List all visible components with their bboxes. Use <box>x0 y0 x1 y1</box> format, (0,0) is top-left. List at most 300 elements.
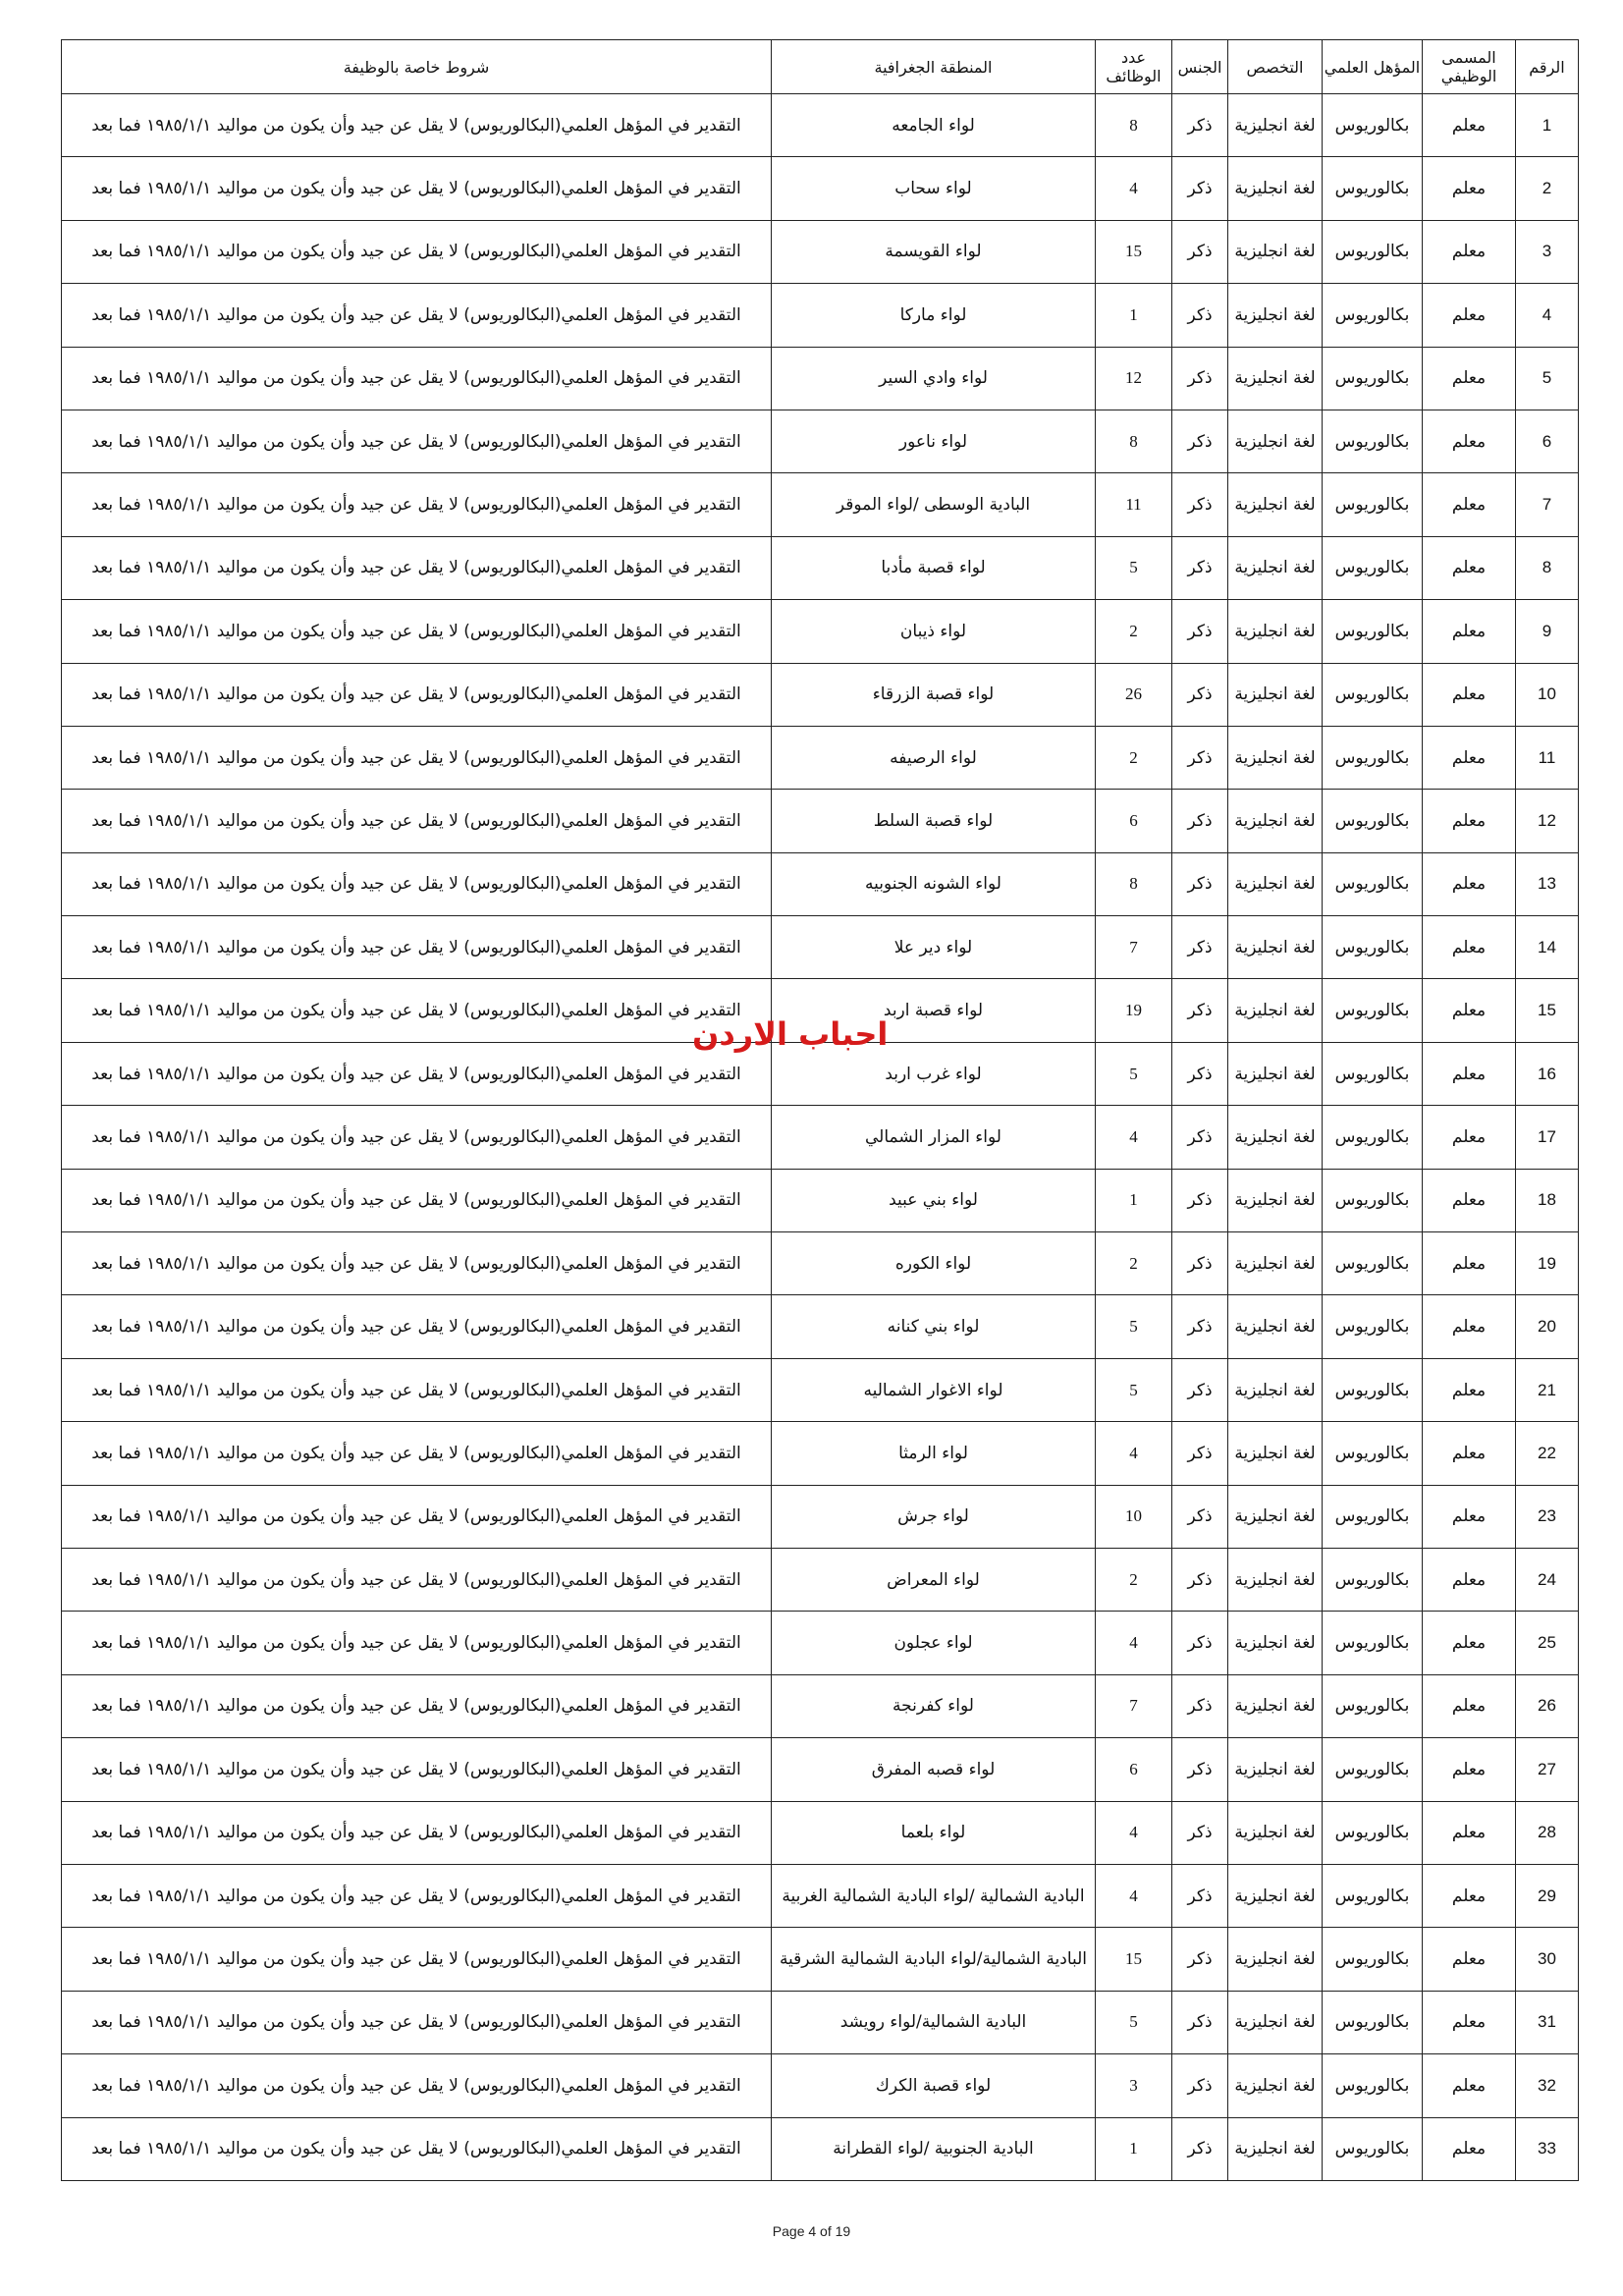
region-cell: لواء المعراض <box>772 1548 1096 1611</box>
header-count: عدد الوظائف <box>1096 40 1172 94</box>
job-title-cell: معلم <box>1423 600 1516 663</box>
conditions-cell: التقدير في المؤهل العلمي(البكالوريوس) لا يقل عن جيد وأن يكون من مواليد ١٩٨٥/١/١ فما بعد <box>62 1106 772 1169</box>
job-count-cell: 26 <box>1096 663 1172 726</box>
qualification-cell: بكالوريوس <box>1323 916 1423 979</box>
table-row <box>62 1674 1579 1737</box>
row-number-cell: 22 <box>1516 1422 1579 1485</box>
job-title-cell: معلم <box>1423 410 1516 472</box>
specialization-cell: لغة انجليزية <box>1228 1106 1323 1169</box>
region-cell: لواء دير علا <box>772 916 1096 979</box>
table-row <box>62 1106 1579 1169</box>
specialization-cell: لغة انجليزية <box>1228 157 1323 220</box>
qualification-cell: بكالوريوس <box>1323 1295 1423 1358</box>
job-count-cell: 7 <box>1096 916 1172 979</box>
job-count-cell: 19 <box>1096 979 1172 1042</box>
job-title-cell: معلم <box>1423 2117 1516 2180</box>
conditions-cell: التقدير في المؤهل العلمي(البكالوريوس) لا يقل عن جيد وأن يكون من مواليد ١٩٨٥/١/١ فما بعد <box>62 1738 772 1801</box>
job-title-cell: معلم <box>1423 1232 1516 1295</box>
row-number-cell: 25 <box>1516 1612 1579 1674</box>
qualification-cell: بكالوريوس <box>1323 1106 1423 1169</box>
row-number-cell: 12 <box>1516 790 1579 852</box>
conditions-cell: التقدير في المؤهل العلمي(البكالوريوس) لا يقل عن جيد وأن يكون من مواليد ١٩٨٥/١/١ فما بعد <box>62 536 772 599</box>
row-number-cell: 20 <box>1516 1295 1579 1358</box>
job-count-cell: 4 <box>1096 1106 1172 1169</box>
header-title: المسمى الوظيفي <box>1423 40 1516 94</box>
table-row <box>62 663 1579 726</box>
region-cell: لواء بني كنانه <box>772 1295 1096 1358</box>
gender-cell: ذكر <box>1172 979 1228 1042</box>
gender-cell: ذكر <box>1172 852 1228 915</box>
row-number-cell: 29 <box>1516 1864 1579 1927</box>
job-count-cell: 15 <box>1096 220 1172 283</box>
specialization-cell: لغة انجليزية <box>1228 1612 1323 1674</box>
row-number-cell: 5 <box>1516 347 1579 410</box>
specialization-cell: لغة انجليزية <box>1228 663 1323 726</box>
specialization-cell: لغة انجليزية <box>1228 1422 1323 1485</box>
gender-cell: ذكر <box>1172 1674 1228 1737</box>
specialization-cell: لغة انجليزية <box>1228 979 1323 1042</box>
job-count-cell: 2 <box>1096 600 1172 663</box>
table-row <box>62 1991 1579 2053</box>
row-number-cell: 8 <box>1516 536 1579 599</box>
conditions-cell: التقدير في المؤهل العلمي(البكالوريوس) لا يقل عن جيد وأن يكون من مواليد ١٩٨٥/١/١ فما بعد <box>62 2117 772 2180</box>
conditions-cell: التقدير في المؤهل العلمي(البكالوريوس) لا يقل عن جيد وأن يكون من مواليد ١٩٨٥/١/١ فما بعد <box>62 347 772 410</box>
conditions-cell: التقدير في المؤهل العلمي(البكالوريوس) لا يقل عن جيد وأن يكون من مواليد ١٩٨٥/١/١ فما بعد <box>62 916 772 979</box>
job-count-cell: 2 <box>1096 1232 1172 1295</box>
table-row <box>62 852 1579 915</box>
qualification-cell: بكالوريوس <box>1323 979 1423 1042</box>
job-title-cell: معلم <box>1423 1422 1516 1485</box>
job-title-cell: معلم <box>1423 1738 1516 1801</box>
specialization-cell: لغة انجليزية <box>1228 1295 1323 1358</box>
gender-cell: ذكر <box>1172 1232 1228 1295</box>
job-title-cell: معلم <box>1423 1358 1516 1421</box>
job-count-cell: 6 <box>1096 790 1172 852</box>
gender-cell: ذكر <box>1172 1612 1228 1674</box>
conditions-cell: التقدير في المؤهل العلمي(البكالوريوس) لا يقل عن جيد وأن يكون من مواليد ١٩٨٥/١/١ فما بعد <box>62 726 772 789</box>
conditions-cell: التقدير في المؤهل العلمي(البكالوريوس) لا يقل عن جيد وأن يكون من مواليد ١٩٨٥/١/١ فما بعد <box>62 979 772 1042</box>
job-count-cell: 5 <box>1096 536 1172 599</box>
gender-cell: ذكر <box>1172 2054 1228 2117</box>
job-count-cell: 4 <box>1096 1801 1172 1864</box>
specialization-cell: لغة انجليزية <box>1228 347 1323 410</box>
row-number-cell: 6 <box>1516 410 1579 472</box>
gender-cell: ذكر <box>1172 600 1228 663</box>
table-row <box>62 347 1579 410</box>
qualification-cell: بكالوريوس <box>1323 2054 1423 2117</box>
row-number-cell: 9 <box>1516 600 1579 663</box>
region-cell: لواء الكوره <box>772 1232 1096 1295</box>
specialization-cell: لغة انجليزية <box>1228 726 1323 789</box>
conditions-cell: التقدير في المؤهل العلمي(البكالوريوس) لا يقل عن جيد وأن يكون من مواليد ١٩٨٥/١/١ فما بعد <box>62 1485 772 1548</box>
job-count-cell: 4 <box>1096 1422 1172 1485</box>
region-cell: لواء غرب اربد <box>772 1042 1096 1105</box>
job-count-cell: 2 <box>1096 726 1172 789</box>
job-count-cell: 15 <box>1096 1928 1172 1991</box>
qualification-cell: بكالوريوس <box>1323 1485 1423 1548</box>
region-cell: لواء ذيبان <box>772 600 1096 663</box>
conditions-cell: التقدير في المؤهل العلمي(البكالوريوس) لا يقل عن جيد وأن يكون من مواليد ١٩٨٥/١/١ فما بعد <box>62 1548 772 1611</box>
table-row <box>62 1358 1579 1421</box>
row-number-cell: 27 <box>1516 1738 1579 1801</box>
table-row <box>62 2117 1579 2180</box>
gender-cell: ذكر <box>1172 1928 1228 1991</box>
row-number-cell: 2 <box>1516 157 1579 220</box>
conditions-cell: التقدير في المؤهل العلمي(البكالوريوس) لا يقل عن جيد وأن يكون من مواليد ١٩٨٥/١/١ فما بعد <box>62 1232 772 1295</box>
qualification-cell: بكالوريوس <box>1323 220 1423 283</box>
region-cell: لواء الاغوار الشماليه <box>772 1358 1096 1421</box>
region-cell: البادية الشمالية/لواء البادية الشمالية الشرقية <box>772 1928 1096 1991</box>
gender-cell: ذكر <box>1172 410 1228 472</box>
conditions-cell: التقدير في المؤهل العلمي(البكالوريوس) لا يقل عن جيد وأن يكون من مواليد ١٩٨٥/١/١ فما بعد <box>62 1674 772 1737</box>
job-count-cell: 3 <box>1096 2054 1172 2117</box>
table-row <box>62 536 1579 599</box>
row-number-cell: 15 <box>1516 979 1579 1042</box>
header-specialization: التخصص <box>1228 40 1323 94</box>
gender-cell: ذكر <box>1172 284 1228 347</box>
qualification-cell: بكالوريوس <box>1323 726 1423 789</box>
specialization-cell: لغة انجليزية <box>1228 1232 1323 1295</box>
job-title-cell: معلم <box>1423 1991 1516 2053</box>
region-cell: لواء المزار الشمالي <box>772 1106 1096 1169</box>
gender-cell: ذكر <box>1172 1991 1228 2053</box>
job-title-cell: معلم <box>1423 536 1516 599</box>
qualification-cell: بكالوريوس <box>1323 1991 1423 2053</box>
job-title-cell: معلم <box>1423 726 1516 789</box>
qualification-cell: بكالوريوس <box>1323 1169 1423 1231</box>
region-cell: لواء ماركا <box>772 284 1096 347</box>
conditions-cell: التقدير في المؤهل العلمي(البكالوريوس) لا يقل عن جيد وأن يكون من مواليد ١٩٨٥/١/١ فما بعد <box>62 473 772 536</box>
row-number-cell: 30 <box>1516 1928 1579 1991</box>
job-title-cell: معلم <box>1423 852 1516 915</box>
qualification-cell: بكالوريوس <box>1323 1042 1423 1105</box>
header-conditions: شروط خاصة بالوظيفة <box>62 40 772 94</box>
table-row <box>62 1864 1579 1927</box>
region-cell: لواء الرصيفه <box>772 726 1096 789</box>
gender-cell: ذكر <box>1172 1106 1228 1169</box>
job-count-cell: 1 <box>1096 284 1172 347</box>
conditions-cell: التقدير في المؤهل العلمي(البكالوريوس) لا يقل عن جيد وأن يكون من مواليد ١٩٨٥/١/١ فما بعد <box>62 663 772 726</box>
job-title-cell: معلم <box>1423 94 1516 157</box>
conditions-cell: التقدير في المؤهل العلمي(البكالوريوس) لا يقل عن جيد وأن يكون من مواليد ١٩٨٥/١/١ فما بعد <box>62 220 772 283</box>
gender-cell: ذكر <box>1172 94 1228 157</box>
specialization-cell: لغة انجليزية <box>1228 1042 1323 1105</box>
qualification-cell: بكالوريوس <box>1323 1864 1423 1927</box>
job-title-cell: معلم <box>1423 1674 1516 1737</box>
job-title-cell: معلم <box>1423 1169 1516 1231</box>
region-cell: لواء قصبة السلط <box>772 790 1096 852</box>
specialization-cell: لغة انجليزية <box>1228 1358 1323 1421</box>
row-number-cell: 26 <box>1516 1674 1579 1737</box>
row-number-cell: 1 <box>1516 94 1579 157</box>
gender-cell: ذكر <box>1172 1042 1228 1105</box>
job-title-cell: معلم <box>1423 979 1516 1042</box>
region-cell: لواء الجامعه <box>772 94 1096 157</box>
row-number-cell: 28 <box>1516 1801 1579 1864</box>
conditions-cell: التقدير في المؤهل العلمي(البكالوريوس) لا يقل عن جيد وأن يكون من مواليد ١٩٨٥/١/١ فما بعد <box>62 94 772 157</box>
table-row <box>62 1169 1579 1231</box>
specialization-cell: لغة انجليزية <box>1228 1928 1323 1991</box>
gender-cell: ذكر <box>1172 347 1228 410</box>
job-count-cell: 7 <box>1096 1674 1172 1737</box>
table-row <box>62 1612 1579 1674</box>
table-row <box>62 2054 1579 2117</box>
job-title-cell: معلم <box>1423 1801 1516 1864</box>
conditions-cell: التقدير في المؤهل العلمي(البكالوريوس) لا يقل عن جيد وأن يكون من مواليد ١٩٨٥/١/١ فما بعد <box>62 1169 772 1231</box>
conditions-cell: التقدير في المؤهل العلمي(البكالوريوس) لا يقل عن جيد وأن يكون من مواليد ١٩٨٥/١/١ فما بعد <box>62 1928 772 1991</box>
job-title-cell: معلم <box>1423 1928 1516 1991</box>
job-title-cell: معلم <box>1423 663 1516 726</box>
region-cell: لواء كفرنجة <box>772 1674 1096 1737</box>
watermark-text: احباب الاردن <box>692 1015 889 1053</box>
qualification-cell: بكالوريوس <box>1323 1738 1423 1801</box>
gender-cell: ذكر <box>1172 157 1228 220</box>
row-number-cell: 19 <box>1516 1232 1579 1295</box>
header-qualification: المؤهل العلمي <box>1323 40 1423 94</box>
jobs-table <box>61 39 1579 2181</box>
row-number-cell: 21 <box>1516 1358 1579 1421</box>
region-cell: لواء سحاب <box>772 157 1096 220</box>
specialization-cell: لغة انجليزية <box>1228 220 1323 283</box>
conditions-cell: التقدير في المؤهل العلمي(البكالوريوس) لا يقل عن جيد وأن يكون من مواليد ١٩٨٥/١/١ فما بعد <box>62 284 772 347</box>
region-cell: لواء قصبة اربد <box>772 979 1096 1042</box>
region-cell: لواء قصبة الكرك <box>772 2054 1096 2117</box>
conditions-cell: التقدير في المؤهل العلمي(البكالوريوس) لا يقل عن جيد وأن يكون من مواليد ١٩٨٥/١/١ فما بعد <box>62 1801 772 1864</box>
header-num: الرقم <box>1516 40 1579 94</box>
region-cell: البادية الجنوبية /لواء القطرانة <box>772 2117 1096 2180</box>
job-title-cell: معلم <box>1423 1864 1516 1927</box>
job-count-cell: 1 <box>1096 2117 1172 2180</box>
table-row <box>62 1548 1579 1611</box>
job-count-cell: 4 <box>1096 157 1172 220</box>
specialization-cell: لغة انجليزية <box>1228 1991 1323 2053</box>
qualification-cell: بكالوريوس <box>1323 1674 1423 1737</box>
row-number-cell: 10 <box>1516 663 1579 726</box>
conditions-cell: التقدير في المؤهل العلمي(البكالوريوس) لا يقل عن جيد وأن يكون من مواليد ١٩٨٥/١/١ فما بعد <box>62 2054 772 2117</box>
table-row <box>62 1295 1579 1358</box>
gender-cell: ذكر <box>1172 1548 1228 1611</box>
row-number-cell: 14 <box>1516 916 1579 979</box>
table-row <box>62 1422 1579 1485</box>
job-title-cell: معلم <box>1423 790 1516 852</box>
job-title-cell: معلم <box>1423 1042 1516 1105</box>
region-cell: البادية الوسطى /لواء الموقر <box>772 473 1096 536</box>
specialization-cell: لغة انجليزية <box>1228 410 1323 472</box>
row-number-cell: 23 <box>1516 1485 1579 1548</box>
qualification-cell: بكالوريوس <box>1323 2117 1423 2180</box>
specialization-cell: لغة انجليزية <box>1228 1169 1323 1231</box>
specialization-cell: لغة انجليزية <box>1228 284 1323 347</box>
conditions-cell: التقدير في المؤهل العلمي(البكالوريوس) لا يقل عن جيد وأن يكون من مواليد ١٩٨٥/١/١ فما بعد <box>62 600 772 663</box>
table-row <box>62 284 1579 347</box>
row-number-cell: 31 <box>1516 1991 1579 2053</box>
table-row <box>62 94 1579 157</box>
job-title-cell: معلم <box>1423 1485 1516 1548</box>
job-title-cell: معلم <box>1423 284 1516 347</box>
table-row <box>62 790 1579 852</box>
header-region: المنطقة الجغرافية <box>772 40 1096 94</box>
region-cell: لواء جرش <box>772 1485 1096 1548</box>
gender-cell: ذكر <box>1172 2117 1228 2180</box>
region-cell: لواء قصبه المفرق <box>772 1738 1096 1801</box>
specialization-cell: لغة انجليزية <box>1228 473 1323 536</box>
region-cell: لواء القويسمة <box>772 220 1096 283</box>
conditions-cell: التقدير في المؤهل العلمي(البكالوريوس) لا يقل عن جيد وأن يكون من مواليد ١٩٨٥/١/١ فما بعد <box>62 1864 772 1927</box>
qualification-cell: بكالوريوس <box>1323 347 1423 410</box>
row-number-cell: 3 <box>1516 220 1579 283</box>
row-number-cell: 13 <box>1516 852 1579 915</box>
gender-cell: ذكر <box>1172 1169 1228 1231</box>
table-row <box>62 600 1579 663</box>
qualification-cell: بكالوريوس <box>1323 284 1423 347</box>
conditions-cell: التقدير في المؤهل العلمي(البكالوريوس) لا يقل عن جيد وأن يكون من مواليد ١٩٨٥/١/١ فما بعد <box>62 1612 772 1674</box>
specialization-cell: لغة انجليزية <box>1228 790 1323 852</box>
job-title-cell: معلم <box>1423 473 1516 536</box>
qualification-cell: بكالوريوس <box>1323 1548 1423 1611</box>
specialization-cell: لغة انجليزية <box>1228 1864 1323 1927</box>
gender-cell: ذكر <box>1172 790 1228 852</box>
table-row <box>62 916 1579 979</box>
qualification-cell: بكالوريوس <box>1323 1358 1423 1421</box>
job-count-cell: 12 <box>1096 347 1172 410</box>
row-number-cell: 16 <box>1516 1042 1579 1105</box>
job-count-cell: 2 <box>1096 1548 1172 1611</box>
qualification-cell: بكالوريوس <box>1323 852 1423 915</box>
gender-cell: ذكر <box>1172 1738 1228 1801</box>
job-count-cell: 5 <box>1096 1295 1172 1358</box>
job-count-cell: 4 <box>1096 1612 1172 1674</box>
qualification-cell: بكالوريوس <box>1323 1232 1423 1295</box>
region-cell: لواء قصبة الزرقاء <box>772 663 1096 726</box>
specialization-cell: لغة انجليزية <box>1228 2054 1323 2117</box>
specialization-cell: لغة انجليزية <box>1228 1674 1323 1737</box>
job-count-cell: 8 <box>1096 94 1172 157</box>
qualification-cell: بكالوريوس <box>1323 790 1423 852</box>
qualification-cell: بكالوريوس <box>1323 600 1423 663</box>
table-row <box>62 220 1579 283</box>
gender-cell: ذكر <box>1172 220 1228 283</box>
gender-cell: ذكر <box>1172 1295 1228 1358</box>
job-count-cell: 5 <box>1096 1991 1172 2053</box>
conditions-cell: التقدير في المؤهل العلمي(البكالوريوس) لا يقل عن جيد وأن يكون من مواليد ١٩٨٥/١/١ فما بعد <box>62 157 772 220</box>
table-row <box>62 726 1579 789</box>
conditions-cell: التقدير في المؤهل العلمي(البكالوريوس) لا يقل عن جيد وأن يكون من مواليد ١٩٨٥/١/١ فما بعد <box>62 790 772 852</box>
job-title-cell: معلم <box>1423 1612 1516 1674</box>
table-row <box>62 410 1579 472</box>
qualification-cell: بكالوريوس <box>1323 410 1423 472</box>
specialization-cell: لغة انجليزية <box>1228 600 1323 663</box>
specialization-cell: لغة انجليزية <box>1228 94 1323 157</box>
specialization-cell: لغة انجليزية <box>1228 2117 1323 2180</box>
specialization-cell: لغة انجليزية <box>1228 916 1323 979</box>
job-count-cell: 1 <box>1096 1169 1172 1231</box>
job-count-cell: 10 <box>1096 1485 1172 1548</box>
table-body <box>62 94 1579 2181</box>
conditions-cell: التقدير في المؤهل العلمي(البكالوريوس) لا يقل عن جيد وأن يكون من مواليد ١٩٨٥/١/١ فما بعد <box>62 1358 772 1421</box>
row-number-cell: 24 <box>1516 1548 1579 1611</box>
qualification-cell: بكالوريوس <box>1323 473 1423 536</box>
job-title-cell: معلم <box>1423 1295 1516 1358</box>
region-cell: لواء قصبة مأدبا <box>772 536 1096 599</box>
region-cell: لواء ناعور <box>772 410 1096 472</box>
region-cell: البادية الشمالية/لواء رويشد <box>772 1991 1096 2053</box>
specialization-cell: لغة انجليزية <box>1228 852 1323 915</box>
row-number-cell: 11 <box>1516 726 1579 789</box>
specialization-cell: لغة انجليزية <box>1228 536 1323 599</box>
region-cell: لواء عجلون <box>772 1612 1096 1674</box>
job-count-cell: 5 <box>1096 1358 1172 1421</box>
specialization-cell: لغة انجليزية <box>1228 1801 1323 1864</box>
conditions-cell: التقدير في المؤهل العلمي(البكالوريوس) لا يقل عن جيد وأن يكون من مواليد ١٩٨٥/١/١ فما بعد <box>62 1991 772 2053</box>
region-cell: لواء الرمثا <box>772 1422 1096 1485</box>
gender-cell: ذكر <box>1172 1358 1228 1421</box>
qualification-cell: بكالوريوس <box>1323 94 1423 157</box>
region-cell: لواء بني عبيد <box>772 1169 1096 1231</box>
qualification-cell: بكالوريوس <box>1323 1612 1423 1674</box>
row-number-cell: 17 <box>1516 1106 1579 1169</box>
gender-cell: ذكر <box>1172 1422 1228 1485</box>
qualification-cell: بكالوريوس <box>1323 157 1423 220</box>
region-cell: لواء بلعما <box>772 1801 1096 1864</box>
job-count-cell: 11 <box>1096 473 1172 536</box>
gender-cell: ذكر <box>1172 473 1228 536</box>
table-row <box>62 157 1579 220</box>
row-number-cell: 33 <box>1516 2117 1579 2180</box>
specialization-cell: لغة انجليزية <box>1228 1485 1323 1548</box>
qualification-cell: بكالوريوس <box>1323 1422 1423 1485</box>
region-cell: لواء الشونه الجنوبيه <box>772 852 1096 915</box>
conditions-cell: التقدير في المؤهل العلمي(البكالوريوس) لا يقل عن جيد وأن يكون من مواليد ١٩٨٥/١/١ فما بعد <box>62 410 772 472</box>
qualification-cell: بكالوريوس <box>1323 1928 1423 1991</box>
table-row <box>62 1738 1579 1801</box>
specialization-cell: لغة انجليزية <box>1228 1548 1323 1611</box>
qualification-cell: بكالوريوس <box>1323 536 1423 599</box>
job-title-cell: معلم <box>1423 220 1516 283</box>
header-gender: الجنس <box>1172 40 1228 94</box>
conditions-cell: التقدير في المؤهل العلمي(البكالوريوس) لا يقل عن جيد وأن يكون من مواليد ١٩٨٥/١/١ فما بعد <box>62 1422 772 1485</box>
job-count-cell: 6 <box>1096 1738 1172 1801</box>
qualification-cell: بكالوريوس <box>1323 1801 1423 1864</box>
table-row <box>62 1801 1579 1864</box>
job-count-cell: 5 <box>1096 1042 1172 1105</box>
job-title-cell: معلم <box>1423 2054 1516 2117</box>
job-title-cell: معلم <box>1423 1548 1516 1611</box>
job-count-cell: 8 <box>1096 852 1172 915</box>
gender-cell: ذكر <box>1172 726 1228 789</box>
qualification-cell: بكالوريوس <box>1323 663 1423 726</box>
conditions-cell: التقدير في المؤهل العلمي(البكالوريوس) لا يقل عن جيد وأن يكون من مواليد ١٩٨٥/١/١ فما بعد <box>62 1295 772 1358</box>
header-row <box>62 40 1579 94</box>
table-row <box>62 1928 1579 1991</box>
table-row <box>62 1232 1579 1295</box>
job-title-cell: معلم <box>1423 157 1516 220</box>
gender-cell: ذكر <box>1172 916 1228 979</box>
gender-cell: ذكر <box>1172 1864 1228 1927</box>
conditions-cell: التقدير في المؤهل العلمي(البكالوريوس) لا يقل عن جيد وأن يكون من مواليد ١٩٨٥/١/١ فما بعد <box>62 1042 772 1105</box>
job-count-cell: 8 <box>1096 410 1172 472</box>
gender-cell: ذكر <box>1172 1485 1228 1548</box>
row-number-cell: 18 <box>1516 1169 1579 1231</box>
region-cell: لواء وادي السير <box>772 347 1096 410</box>
specialization-cell: لغة انجليزية <box>1228 1738 1323 1801</box>
gender-cell: ذكر <box>1172 536 1228 599</box>
page-footer: Page 4 of 19 <box>772 2223 851 2239</box>
job-title-cell: معلم <box>1423 916 1516 979</box>
row-number-cell: 7 <box>1516 473 1579 536</box>
job-count-cell: 4 <box>1096 1864 1172 1927</box>
table-row <box>62 1485 1579 1548</box>
job-title-cell: معلم <box>1423 1106 1516 1169</box>
